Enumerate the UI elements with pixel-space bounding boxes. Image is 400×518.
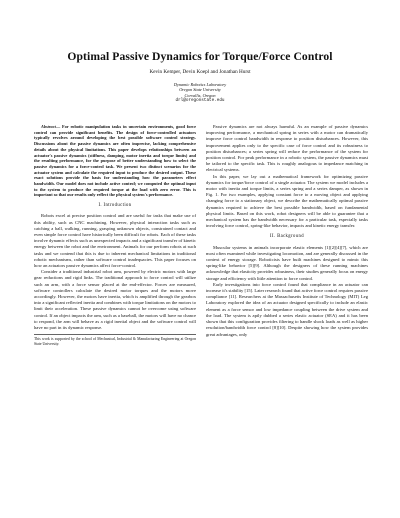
location: Corvallis, Oregon <box>184 92 216 98</box>
body-paragraph: Muscular systems in animals incorporate elastic elements [1][2][4][7], which are most often examined while investigating locomotion, and are generally discussed in the context of energy storage. Roboticists have built machines designed to mimic this spring-like behavior [5][9]. Although the designers of these running machines acknowledge that elasticity provides robustness, their studies generally focus on energy storage and efficiency with little attention to force control. <box>206 244 368 281</box>
right-column <box>206 124 368 338</box>
body-paragraph: Robots excel at precise position control and are useful for tasks that make use of this ability, such as CNC machining. However, physical interaction tasks such as catching a ball, walking, running, grasping unknown objects, constrained contact and even simple force control have historically been difficult for robots. Each of these tasks involve dynamic effects such as unexpected impacts and a significant transfer of kinetic energy between the robot and the environment. Animals for our perform robots at such tasks and we contend that this is due to inherent mechanical limitations in traditional robotic mechanisms, rather than software control inadequacies. This paper focuses on how an actuators passive dynamics affect force-control. <box>34 213 196 268</box>
body-paragraph: In this paper, we lay out a mathematical framework for optimizing passive dynamics for torque/force control of a single actuator. The system we model includes a motor with inertia and torque limits, a series spring and a series damper, as shown in Fig. 1. For two examples, applying constant force to a moving object and applying changing force to a stationary object, we describe the mathematically optimal passive dynamics required to achieve the best possible bandwidth, based on fundamental physical limits. Based on this work, robot designers will be able to guarantee that a mechanical system has the bandwidth necessary for a particular task, especially tasks involving force control, spring-like behavior, impacts and kinetic energy transfer. <box>206 173 368 229</box>
paper-title: Optimal Passive Dynamics for Torque/Force Control <box>67 50 333 63</box>
email-address: drl@oregonstate.edu <box>175 98 225 104</box>
abstract-label: Abstract <box>41 124 56 129</box>
footnote: This work is supported by the school of Mechanical, Industrial & Manufacturing Engineering at Oregon State University. <box>34 334 196 347</box>
section-heading-background: II. Background <box>270 234 304 240</box>
body-paragraph: Passive dynamics are not always harmful. As an example of passive dynamics improving performance, a mechanical spring in series with a motor can dramatically improve force control bandwidth in response to position disturbances. However, this improvement applies only to the specific case of force control and its robustness to position disturbances; a series spring will reduce the performance of the system for position control. For peak performance in a robotic system, the passive dynamics must be tailored to the specific task. This is roughly analogous to impedance matching in electrical systems. <box>206 124 368 173</box>
left-column <box>34 124 196 347</box>
body-paragraph: Early investigations into force control found that compliance in an actuator can increase it's stability [15]. Later research found that active force control requires passive compliance [11]. Researchers at the Massachusetts Institute of Technology (MIT) Leg Laboratory explored the idea of an actuator designed specifically to include an elastic element as a force sensor and low impedance coupling between the drive system and the load. The system is aptly dubbed a series elastic actuator (SEA) and it has been shown that this configuration provides filtering to handle shock loads as well as higher resolution/bandwidth force control [8][10]. Despite showing how the system provides great advantages, only <box>206 281 368 337</box>
abstract-text: — For robotic manipulation tasks in uncertain environments, good force control can provide significant benefits. The design of force-controlled actuators typically revolves around developing the best possible software control strategy. Discussions about the passive dynamics are often imprecise, lacking comprehensive details about the physical limitations. This paper develops relationships between an actuator's passive dynamics (stiffness, damping, motor inertia and torque limits) and the resulting performance, for the purpose of better understanding how to select the passive dynamics for a force-control task. We present two distinct scenarios for the actuator system and calculate the required input to produce the desired output. These exact solutions provide the basis for understanding how the parameters effect bandwidth. Our model does not include active control; we computed the optimal input to the system to produce the required torque at the load with zero error. This is important so that our results only reflect the physical system's performance. <box>34 124 196 198</box>
body-paragraph: Consider a traditional industrial robot arm, powered by electric motors with large gear reductions and rigid links. The traditional approach to force control will utilize such an arm, with a force sensor placed at the end-effector. Forces are measured, software controllers calculate the desired motor torques and the motors move accordingly. However, the motors have inertia, which is amplified through the gearbox into a significant reflected inertia and combines with torque limitations on the motors to limit their acceleration. These passive dynamics cannot be overcome using software control. If an object impacts the arm, such as a baseball, the motors will have no chance to respond, the arm will behave as a rigid inertial object and the software control will have no part in its dynamic response. <box>34 269 196 330</box>
author-list: Kevin Kemper, Devin Koepl and Jonathan Hurst <box>149 69 251 75</box>
university-name: Oregon State University <box>179 87 221 93</box>
section-heading-introduction: I. Introduction <box>98 203 132 209</box>
lab-name: Dynamic Robotics Laboratory <box>173 82 227 87</box>
affiliation <box>20 82 380 104</box>
abstract <box>34 124 196 198</box>
